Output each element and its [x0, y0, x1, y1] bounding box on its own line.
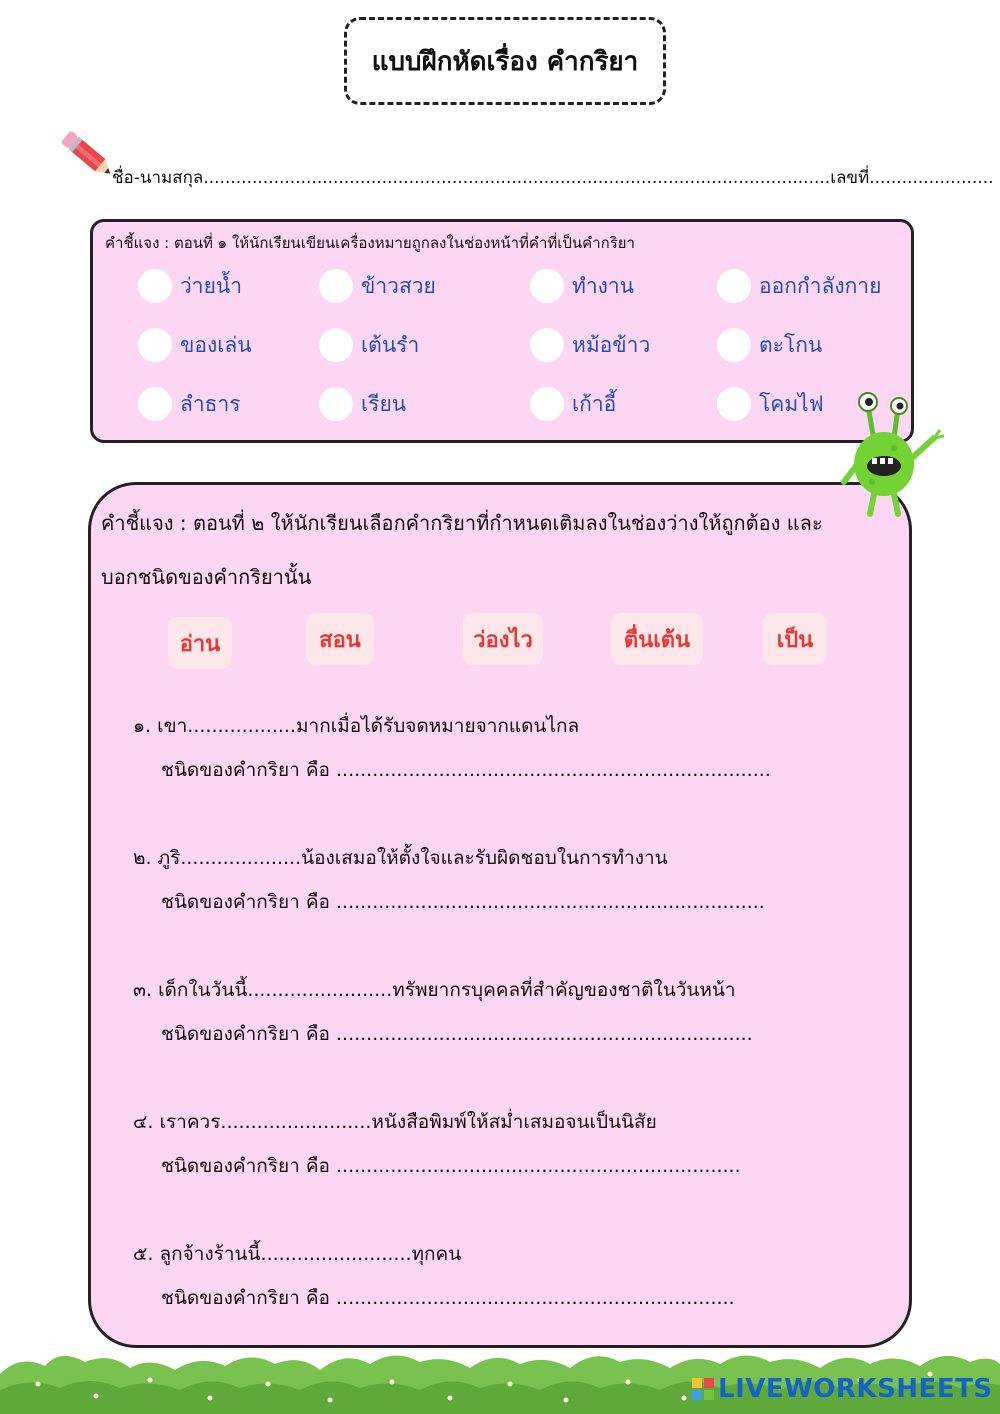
question-sentence[interactable]: ๑. เขา..................มากเมื่อได้รับจดหมายจากแดนไกล	[133, 715, 580, 737]
question-type-line[interactable]: ชนิดของคำกริยา คือ ..................................................................	[161, 1287, 735, 1309]
question-sentence[interactable]: ๒. ภูริ....................น้องเสมอให้ตั้งใจและรับผิดชอบในการทำงาน	[133, 847, 668, 869]
name-field[interactable]: ....................................................................................................................	[203, 168, 831, 188]
number-label: เลขที่	[830, 168, 870, 188]
checkbox-circle[interactable]	[138, 269, 172, 303]
part1-instruction: คำชี้แจง : ตอนที่ ๑ ให้นักเรียนเขียนเครื่องหมายถูกลงในช่องหน้าที่คำที่เป็นคำกริยา	[105, 234, 635, 252]
checkbox-circle[interactable]	[138, 387, 172, 421]
checkbox-circle[interactable]	[717, 387, 751, 421]
worksheet-title	[344, 17, 666, 105]
pencil-icon	[62, 124, 114, 186]
checkbox-circle[interactable]	[530, 328, 564, 362]
option-item[interactable]	[319, 384, 406, 424]
number-field[interactable]: .......................	[869, 168, 994, 188]
worksheet-title-text: แบบฝึกหัดเรื่อง คำกริยา	[371, 46, 639, 77]
question-sentence[interactable]: ๓. เด็กในวันนี้........................ทรัพยากรบุคคลที่สำคัญของชาติในวันหน้า	[133, 979, 736, 1001]
option-label: ข้าวสวย	[361, 273, 436, 298]
brand-logo-text: LIVEWORKSHEETS	[718, 1374, 993, 1404]
part2-instruction-line2: บอกชนิดของคำกริยานั้น	[101, 565, 312, 589]
student-info-line	[112, 164, 994, 191]
option-item[interactable]	[138, 325, 252, 365]
question-sentence[interactable]: ๔. เราควร.........................หนังสือพิมพ์ให้สม่ำเสมอจนเป็นนิสัย	[133, 1111, 657, 1133]
option-label: ลำธาร	[180, 391, 241, 416]
option-label: เรียน	[361, 391, 407, 416]
checkbox-circle[interactable]	[530, 387, 564, 421]
option-item[interactable]	[138, 266, 242, 306]
part2-instruction-line1: คำชี้แจง : ตอนที่ ๒ ให้นักเรียนเลือกคำกริยาที่กำหนดเติมลงในช่องว่างให้ถูกต้อง และ	[101, 511, 823, 535]
option-label: ของเล่น	[180, 332, 252, 357]
option-item[interactable]	[717, 325, 822, 365]
word-bank-item[interactable]: เป็น	[763, 613, 827, 665]
question-type-line[interactable]: ชนิดของคำกริยา คือ ...................................................................	[161, 1155, 741, 1177]
question-sentence[interactable]: ๕. ลูกจ้างร้านนี้.........................ทุกคน	[133, 1243, 462, 1265]
question-type-line[interactable]: ชนิดของคำกริยา คือ .......................................................................	[161, 891, 765, 913]
option-label: ว่ายน้ำ	[180, 273, 243, 298]
part1-panel	[90, 219, 914, 443]
name-label: ชื่อ-นามสกุล	[112, 168, 204, 188]
checkbox-circle[interactable]	[530, 269, 564, 303]
checkbox-circle[interactable]	[717, 269, 751, 303]
monster-icon	[842, 390, 946, 518]
liveworksheets-logo-icon	[692, 1378, 714, 1400]
option-item[interactable]	[717, 384, 824, 424]
option-label: ออกกำลังกาย	[759, 273, 882, 298]
word-bank-item[interactable]: อ่าน	[168, 617, 232, 669]
word-bank-item[interactable]: สอน	[306, 613, 374, 665]
option-label: ตะโกน	[759, 332, 823, 357]
checkbox-circle[interactable]	[319, 387, 353, 421]
checkbox-circle[interactable]	[717, 328, 751, 362]
option-item[interactable]	[530, 266, 634, 306]
option-label: เก้าอี้	[572, 391, 617, 416]
option-item[interactable]	[319, 266, 436, 306]
part2-panel	[88, 482, 912, 1348]
option-label: โคมไฟ	[759, 391, 824, 416]
question-type-line[interactable]: ชนิดของคำกริยา คือ ........................................................................	[161, 759, 771, 781]
checkbox-circle[interactable]	[138, 328, 172, 362]
option-item[interactable]	[717, 266, 881, 306]
word-bank-item[interactable]: ว่องไว	[463, 613, 543, 665]
option-item[interactable]	[530, 384, 616, 424]
checkbox-circle[interactable]	[319, 328, 353, 362]
option-item[interactable]	[530, 325, 650, 365]
option-label: เต้นรำ	[361, 332, 420, 357]
option-item[interactable]	[319, 325, 419, 365]
option-label: หม้อข้าว	[572, 332, 651, 357]
word-bank-item[interactable]: ตื่นเต้น	[611, 613, 703, 665]
option-item[interactable]	[138, 384, 241, 424]
checkbox-circle[interactable]	[319, 269, 353, 303]
option-label: ทำงาน	[572, 273, 635, 298]
question-type-line[interactable]: ชนิดของคำกริยา คือ .....................................................................	[161, 1023, 753, 1045]
